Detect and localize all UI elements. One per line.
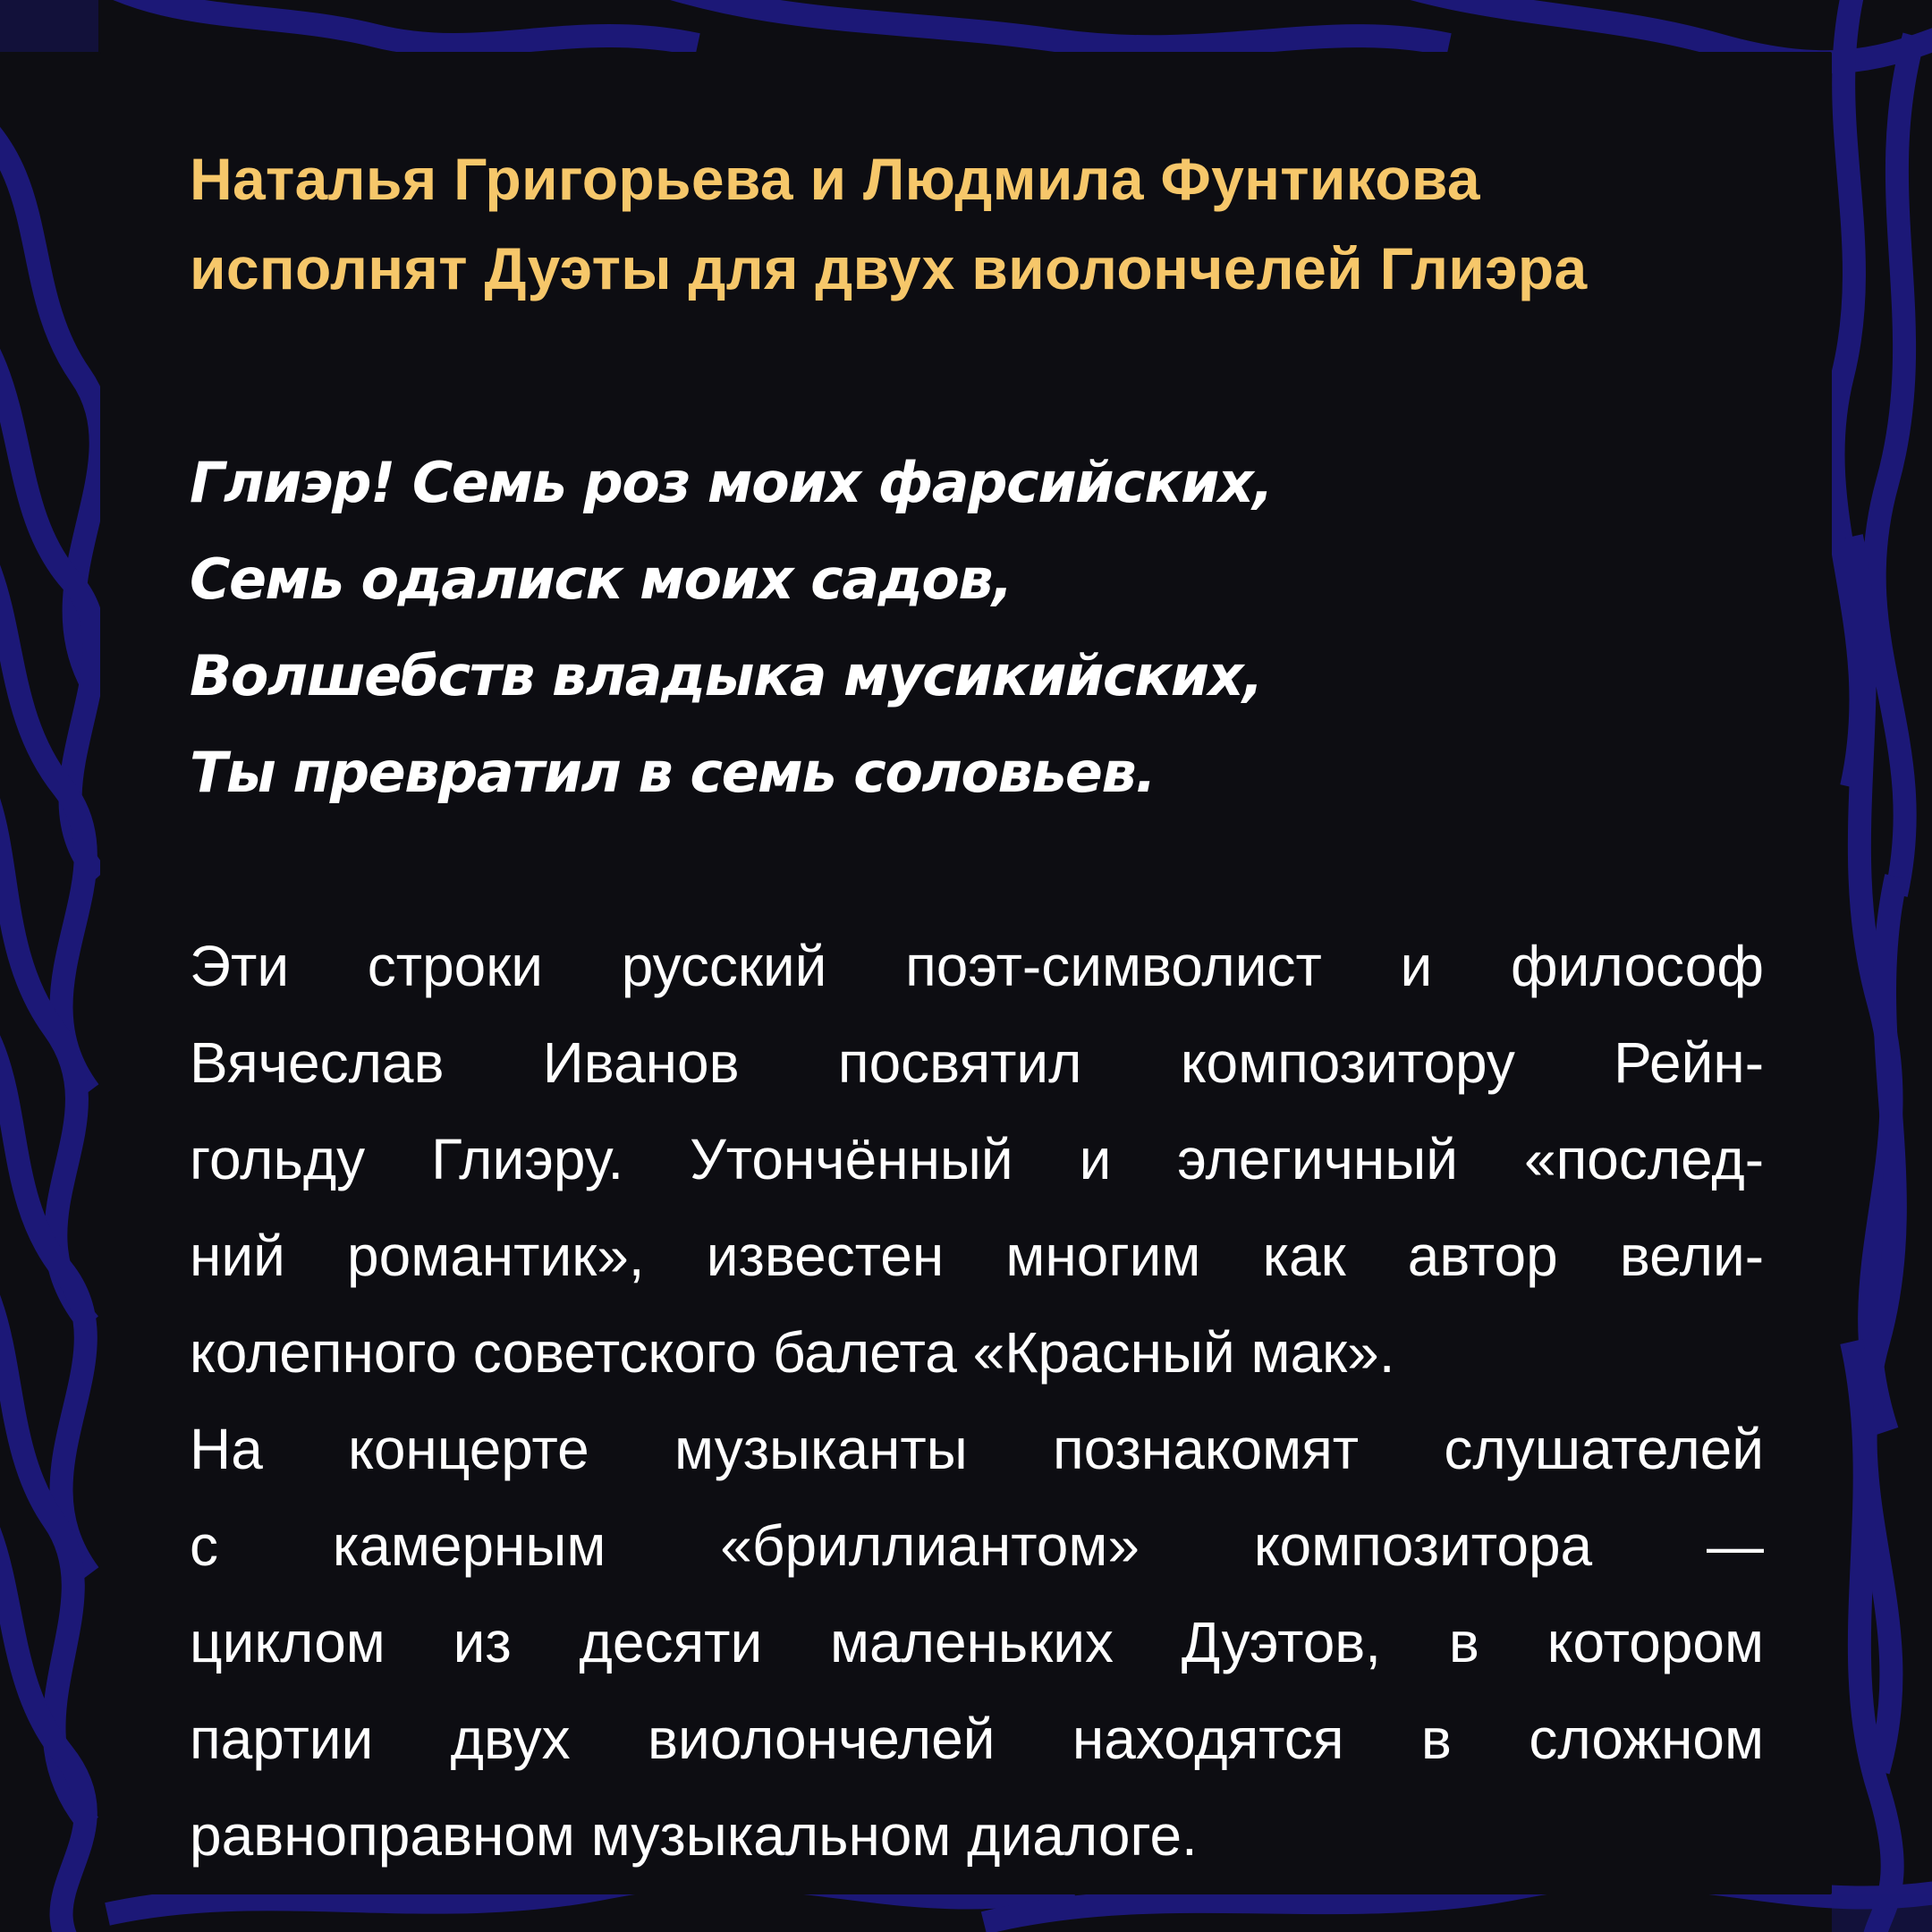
description-text <box>190 918 1764 1884</box>
headline <box>190 134 1764 313</box>
paragraph-2 <box>190 1401 1764 1884</box>
paragraph-2-line-2: с камерным «бриллиантом» композитора — <box>190 1513 1764 1578</box>
paragraph-1-line-2: Вячеслав Иванов посвятил композитору Рейн- <box>190 1030 1764 1095</box>
paragraph-2-line-3: циклом из десяти маленьких Дуэтов, в котором <box>190 1610 1764 1674</box>
poem-quote <box>190 435 1764 821</box>
paragraph-2-line-4: партии двух виолончелей находятся в сложном <box>190 1707 1764 1771</box>
paragraph-2-line-5: равноправном музыкальном диалоге. <box>190 1803 1198 1868</box>
paragraph-1-line-5: колепного советского балета «Красный мак». <box>190 1320 1395 1385</box>
poem-line-1: Глиэр! Семь роз моих фарсийских, <box>190 450 1273 515</box>
headline-line-1: Наталья Григорьева и Людмила Фунтикова <box>190 146 1480 212</box>
paragraph-1-line-3: гольду Глиэру. Утончённый и элегичный «послед- <box>190 1127 1764 1191</box>
paragraph-1 <box>190 918 1764 1401</box>
paragraph-1-line-1: Эти строки русский поэт-символист и философ <box>190 934 1764 998</box>
content-column <box>190 134 1764 1884</box>
paragraph-1-line-4: ний романтик», известен многим как автор вели- <box>190 1224 1764 1288</box>
headline-line-2: исполнят Дуэты для двух виолончелей Глиэра <box>190 235 1588 301</box>
poem-line-3: Волшебств владыка мусикийских, <box>190 643 1263 708</box>
paragraph-2-line-1: На концерте музыканты познакомят слушателей <box>190 1417 1764 1481</box>
poem-line-4: Ты превратил в семь соловьев. <box>190 740 1156 805</box>
poem-line-2: Семь одалиск моих садов, <box>190 547 1013 612</box>
